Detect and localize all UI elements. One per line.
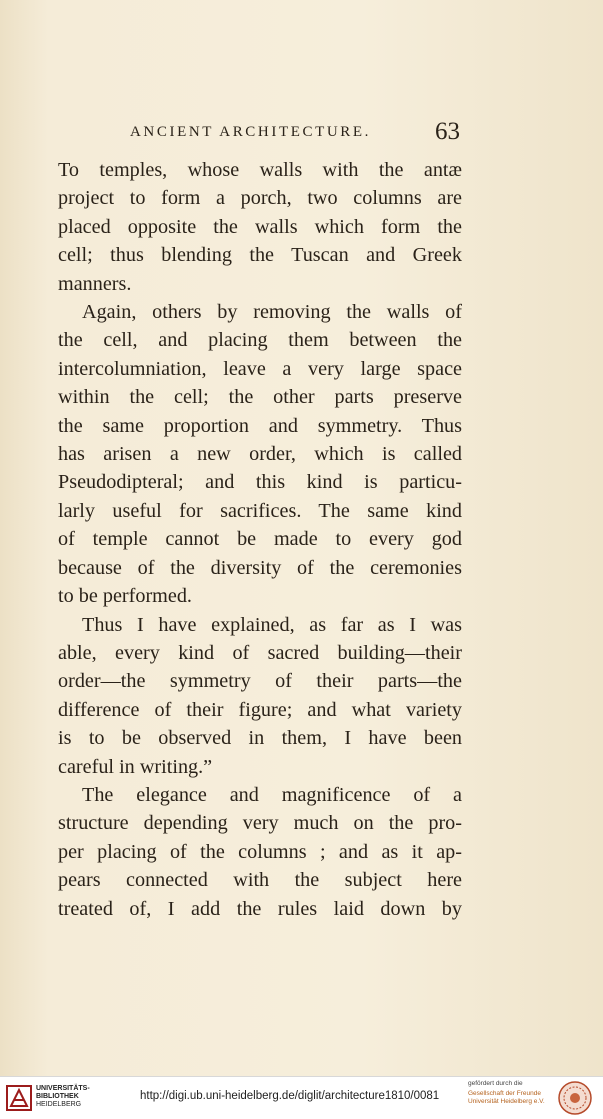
text-line: Pseudodipteral; and this kind is particu- [58, 471, 462, 494]
text-line: able, every kind of sacred building—their [58, 641, 462, 664]
text-line: is to be observed in them, I have been [58, 727, 462, 750]
text-line: treated of, I add the rules laid down by [58, 897, 462, 920]
text-line: manners. [58, 272, 132, 295]
paragraph-4 [58, 781, 462, 923]
sponsor-label: gefördert durch die [468, 1080, 523, 1087]
text-line: To temples, whose walls with the antæ [58, 159, 462, 181]
text-line: of temple cannot be made to every god [58, 528, 462, 551]
text-line: has arisen a new order, which is called [58, 443, 462, 466]
permalink-url[interactable]: http://digi.ub.uni-heidelberg.de/diglit/architecture1810/0081 [140, 1090, 440, 1102]
library-name-line: HEIDELBERG [36, 1101, 82, 1108]
text-line: Thus I have explained, as far as I was [82, 613, 462, 636]
text-line: cell; thus blending the Tuscan and Greek [58, 244, 462, 267]
text-line: placed opposite the walls which form the [58, 215, 462, 238]
library-name-line: UNIVERSITÄTS- [36, 1085, 90, 1092]
paragraph-1 [58, 156, 462, 298]
sponsor-name-line: Gesellschaft der Freunde [468, 1090, 541, 1097]
text-line: careful in writing.” [58, 755, 213, 778]
text-line: project to form a porch, two columns are [58, 187, 462, 210]
running-head [60, 118, 460, 148]
text-line: the same proportion and symmetry. Thus [58, 414, 462, 437]
text-line: Again, others by removing the walls of [82, 301, 462, 324]
text-line: difference of their figure; and what variety [58, 698, 462, 721]
body-text [58, 156, 462, 923]
library-name[interactable] [36, 1085, 96, 1109]
running-title: ANCIENT ARCHITECTURE. [130, 124, 371, 140]
text-line: per placing of the columns ; and as it ap- [58, 840, 462, 863]
text-line: the cell, and placing them between the [58, 329, 462, 352]
sponsor-name[interactable] [468, 1090, 545, 1106]
page-number: 63 [435, 118, 460, 145]
text-line: The elegance and magnificence of a [82, 783, 462, 806]
text-line: to be performed. [58, 585, 192, 608]
library-name-line: BIBLIOTHEK [36, 1093, 79, 1100]
text-line: within the cell; the other parts preserve [58, 386, 462, 409]
text-line: because of the diversity of the ceremonies [58, 556, 462, 579]
text-line: intercolumniation, leave a very large space [58, 357, 462, 380]
university-seal-icon[interactable] [556, 1080, 594, 1116]
text-line: pears connected with the subject here [58, 869, 462, 892]
library-logo-icon[interactable] [6, 1084, 32, 1112]
sponsor-name-line: Universität Heidelberg e.V. [468, 1098, 545, 1105]
paragraph-2 [58, 298, 462, 610]
text-line: structure depending very much on the pro- [58, 812, 462, 835]
text-line: larly useful for sacrifices. The same kind [58, 499, 462, 522]
paragraph-3 [58, 611, 462, 781]
viewer-footer [0, 1076, 603, 1119]
text-line: order—the symmetry of their parts—the [58, 670, 462, 693]
